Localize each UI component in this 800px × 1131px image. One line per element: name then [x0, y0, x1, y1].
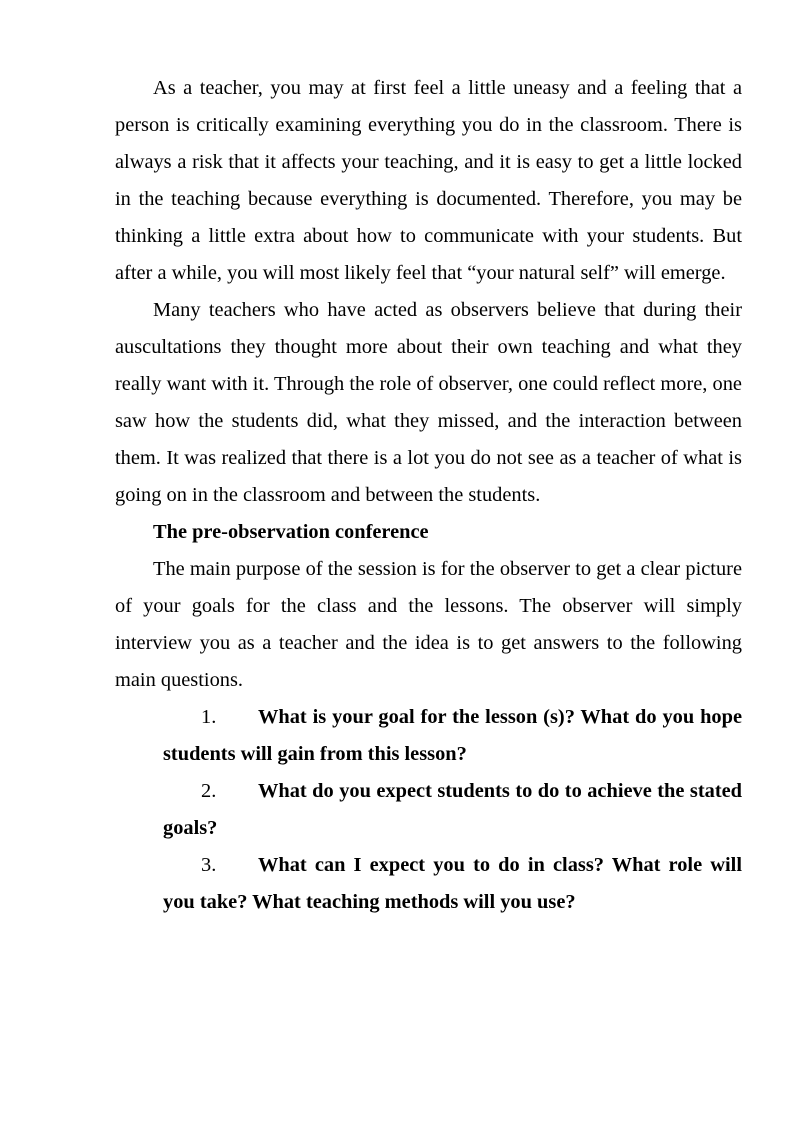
section-heading: The pre-observation conference [153, 521, 429, 543]
question-text: What can I expect you to do in class? What role will you take? What teaching methods will you use? [163, 854, 742, 913]
paragraph-teacher-uneasy: As a teacher, you may at first feel a little uneasy and a feeling that a person is critically examining everything you do in the classroom. There is always a risk that it affects your teaching, and it is easy to get a little locked in the teaching because everything is documented. Therefore, you may be thinking a little extra about how to communicate with your students. But after a while, you will most likely feel that “your natural self” will emerge. [115, 77, 742, 284]
question-list [115, 699, 742, 921]
list-number: 2. [201, 780, 217, 802]
list-item [163, 773, 742, 847]
list-number: 1. [201, 706, 217, 728]
list-number: 3. [201, 854, 217, 876]
list-item [163, 699, 742, 773]
list-item [163, 847, 742, 921]
paragraph-observers-reflection: Many teachers who have acted as observers believe that during their auscultations they thought more about their own teaching and what they really want with it. Through the role of observer, one could reflect more, one saw how the students did, what they missed, and the interaction between them. It was realized that there is a lot you do not see as a teacher of what is going on in the classroom and between the students. [115, 299, 742, 506]
question-text: What do you expect students to do to achieve the stated goals? [163, 780, 742, 839]
paragraph-session-purpose: The main purpose of the session is for the observer to get a clear picture of your goals for the class and the lessons. The observer will simply interview you as a teacher and the idea is to get answers to the following main questions. [115, 558, 742, 691]
document-page [115, 70, 742, 921]
question-text: What is your goal for the lesson (s)? What do you hope students will gain from this lesson? [163, 706, 742, 765]
